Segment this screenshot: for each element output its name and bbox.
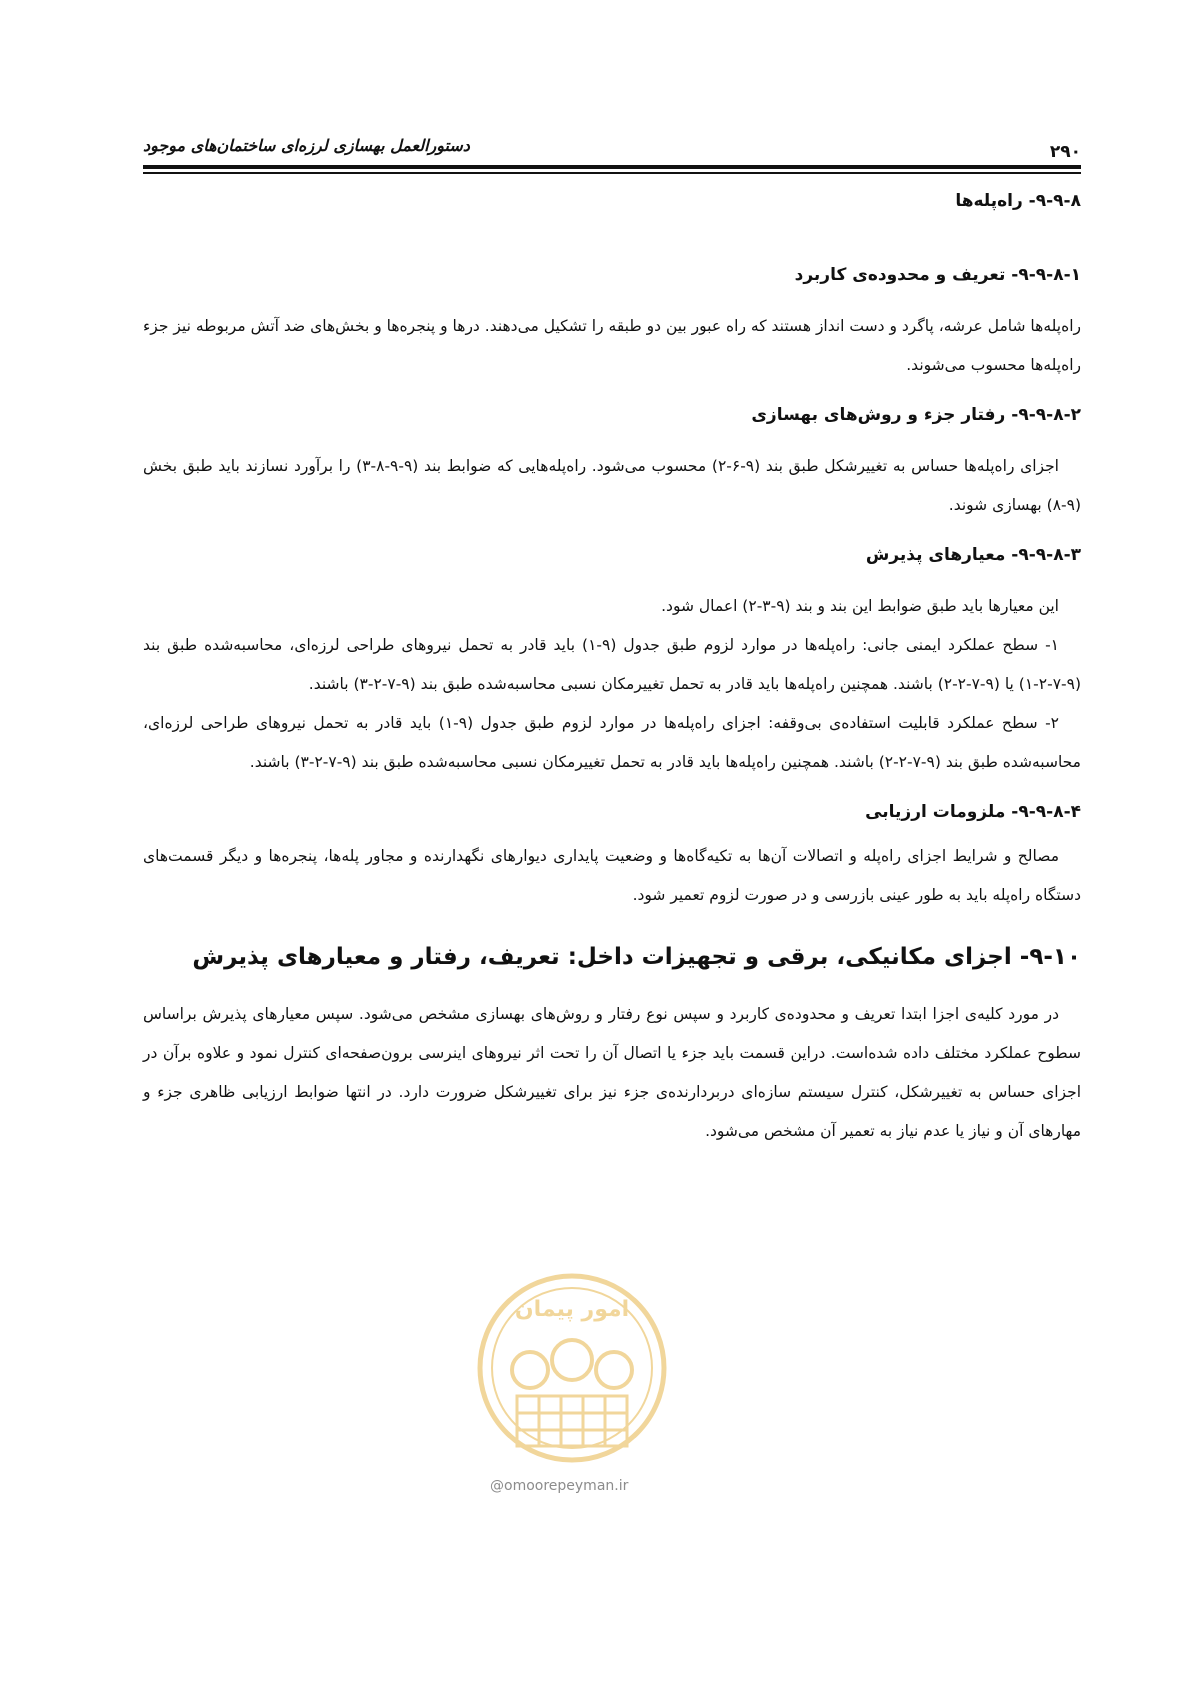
header-rule (143, 165, 1081, 169)
page-content (143, 186, 1081, 1151)
paragraph-9-9-8-4: مصالح و شرایط اجزای راه‌پله و اتصالات آن‌ها به تکیه‌گاه‌ها و وضعیت پایداری دیوارهای نگهدارنده و مجاور پله‌ها، پنجره‌ها و دیگر قسمت‌های دستگاه راه‌پله باید به طور عینی بازرسی و در صورت لزوم تعمیر شود. (143, 847, 1081, 904)
section-heading-9-9-8-1: ۹-۹-۸-۱- تعریف و محدوده‌ی کاربرد (794, 265, 1081, 285)
header-rule-thin (143, 172, 1081, 174)
section-heading-9-9-8-3: ۹-۹-۸-۳- معیارهای پذیرش (865, 545, 1081, 565)
paragraph-immediate-occupancy: ۲- سطح عملکرد قابلیت استفاده‌ی بی‌وقفه: اجزای راه‌پله‌ها در موارد لزوم طبق جدول (۹-۱) باید قادر به تحمل نیروهای طراحی لرزه‌ای، محاسبه‌شده طبق بند (۹-۷-۲-۲) باشند. همچنین راه‌پله‌ها باید قادر به تحمل تغییرمکان نسبی محاسبه‌شده طبق بند (۹-۷-۲-۳) باشند. (143, 714, 1081, 771)
paragraph-9-10: در مورد کلیه‌ی اجزا ابتدا تعریف و محدوده‌ی کاربرد و سپس نوع رفتار و روش‌های بهسازی مشخص می‌شود. سپس معیارهای پذیرش براساس سطوح عملکرد مختلف داده شده‌است. دراین قسمت باید جزء یا اتصال آن را تحت اثر نیروهای اینرسی برون‌صفحه‌ای کنترل نمود و علاوه برآن در اجزای حساس به تغییرشکل، کنترل سیستم سازه‌ای دربردارنده‌ی جزء نیز برای تغییرشکل ضرورت دارد. در انتها ضوابط ارزیابی ظاهری جزء و مهارهای آن و نیاز یا عدم نیاز به تعمیر آن مشخص می‌شود. (143, 1005, 1081, 1140)
section-heading-9-9-8-4: ۹-۹-۸-۴- ملزومات ارزیابی (865, 802, 1081, 822)
paragraph-9-9-8-3-intro: این معیارها باید طبق ضوابط این بند و بند (۹-۳-۲) اعمال شود. (661, 597, 1059, 615)
paragraph-9-9-8-2: اجزای راه‌پله‌ها حساس به تغییرشکل طبق بند (۹-۶-۲) محسوب می‌شود. راه‌پله‌هایی که ضوابط بند (۹-۹-۸-۳) را برآورد نسازند باید طبق بخش (۹-۸) بهسازی شوند. (143, 457, 1081, 514)
watermark-logo-text: امور پیمان (514, 1297, 630, 1322)
paragraph-9-9-8-1: راه‌پله‌ها شامل عرشه، پاگرد و دست انداز هستند که راه عبور بین دو طبقه را تشکیل می‌دهند. درها و پنجره‌ها و بخش‌های ضد آتش مربوطه نیز جزء راه‌پله‌ها محسوب می‌شوند. (143, 317, 1081, 374)
paragraph-life-safety: ۱- سطح عملکرد ایمنی جانی: راه‌پله‌ها در موارد لزوم طبق جدول (۹-۱) باید قادر به تحمل نیروهای طراحی لرزه‌ای، محاسبه‌شده طبق بند (۹-۷-۲-۱) یا (۹-۷-۲-۲) باشند. همچنین راه‌پله‌ها باید قادر به تحمل تغییرمکان نسبی محاسبه‌شده طبق بند (۹-۷-۲-۳) باشند. (143, 636, 1081, 693)
watermark-logo (472, 1268, 672, 1478)
running-header (143, 132, 1081, 162)
section-heading-9-9-8-2: ۹-۹-۸-۲- رفتار جزء و روش‌های بهسازی (751, 405, 1081, 425)
section-heading-9-9-8: ۹-۹-۸- راه‌پله‌ها (955, 191, 1081, 211)
running-header-title: دستورالعمل بهسازی لرزه‌ای ساختمان‌های موجود (143, 136, 470, 155)
watermark-caption: @omoorepeyman.ir (490, 1478, 629, 1494)
section-heading-9-10: ۹-۱۰- اجزای مکانیکی، برقی و تجهیزات داخل: تعریف، رفتار و معیارهای پذیرش (192, 944, 1081, 970)
page-number: ۲۹۰ (1049, 142, 1081, 162)
